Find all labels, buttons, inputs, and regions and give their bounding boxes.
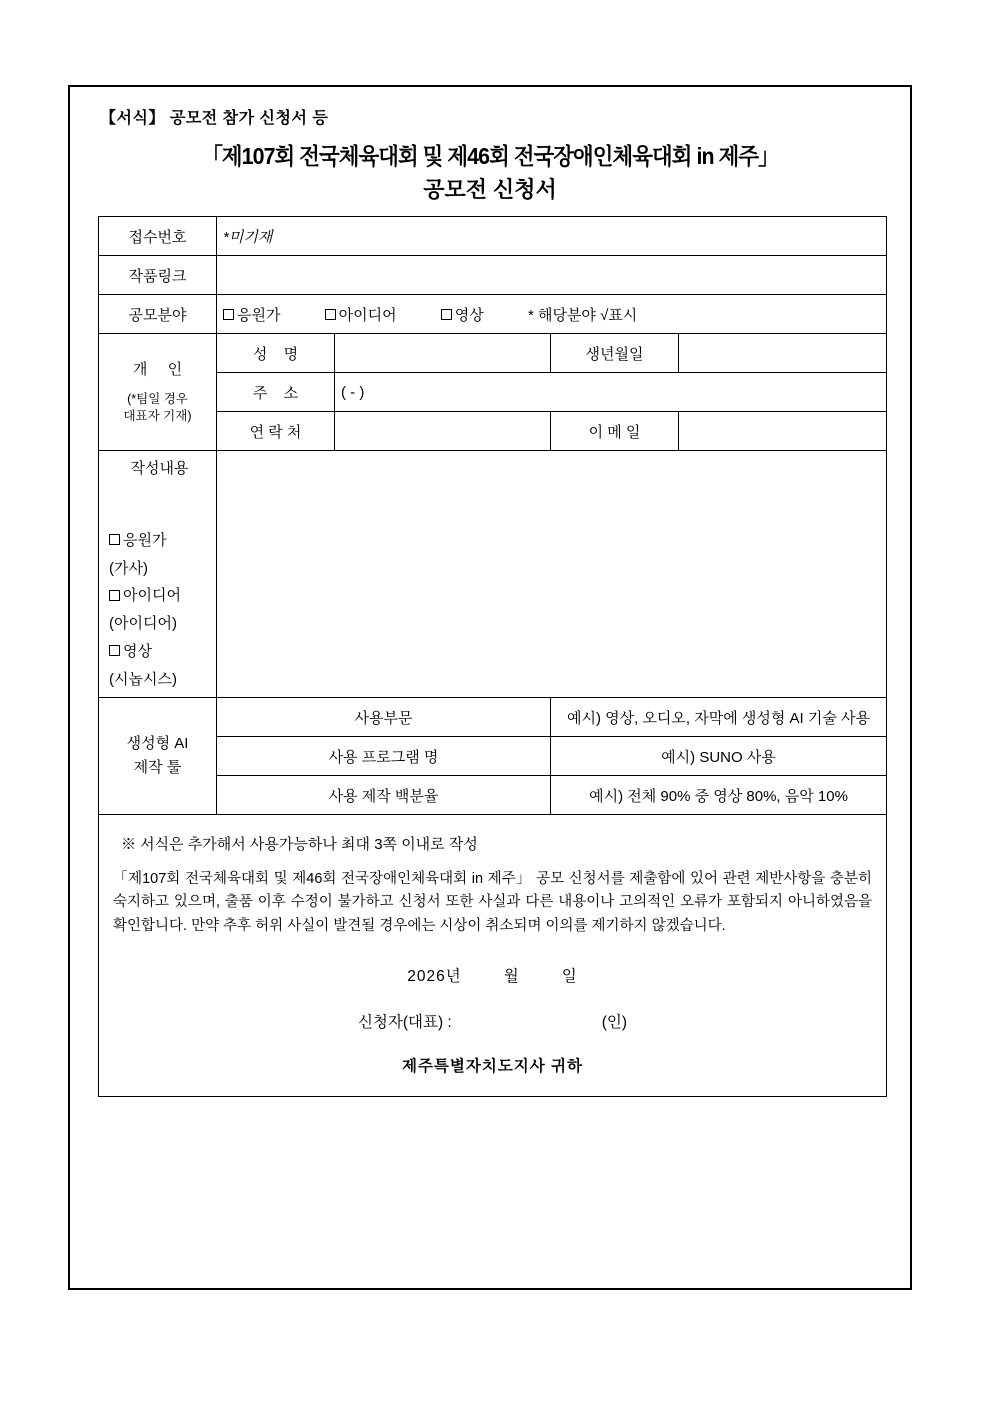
title-line-1: 「제107회 전국체육대회 및 제46회 전국장애인체육대회 in 제주」	[201, 143, 779, 169]
table-row-ai-program	[99, 737, 887, 776]
content-option-song	[109, 532, 166, 549]
ai-item-label-2: 사용 제작 백분율	[217, 776, 551, 815]
notice-paragraph: 「제107회 전국체육대회 및 제46회 전국장애인체육대회 in 제주」 공모 신청서를 제출함에 있어 관련 제반사항을 충분히 숙지하고 있으며, 출품 이후 수정이 불가하고 신청서 또한 사실과 다른 내용이나 고의적인 오류가 포함되지 아니하였음을 확인합니다. 만약 추후 허위 사실이 발견될 경우에는 시상이 취소되며 이의를 제기하지 않겠습니다.	[113, 871, 872, 934]
ai-item-value-1[interactable]: 예시) SUNO 사용	[551, 737, 887, 776]
title-line-2: 공모전 신청서	[423, 177, 557, 202]
table-row-category	[99, 295, 887, 334]
email-value[interactable]	[679, 412, 887, 451]
checkbox-icon[interactable]	[109, 645, 120, 656]
checkbox-icon[interactable]	[109, 590, 120, 601]
name-label: 성 명	[217, 334, 335, 373]
content-section-label	[99, 451, 217, 698]
table-row-contact	[99, 412, 887, 451]
notice-line-1: ※ 서식은 추가해서 사용가능하나 최대 3쪽 이내로 작성	[121, 836, 478, 854]
birth-value[interactable]	[679, 334, 887, 373]
content-option-video-label: 영상	[123, 642, 152, 660]
table-row-content	[99, 451, 887, 698]
table-row-notice	[99, 815, 887, 1097]
document-title	[98, 138, 882, 204]
form-tag: 【서식】 공모전 참가 신청서 등	[100, 110, 329, 127]
checkbox-icon[interactable]	[441, 309, 452, 320]
contact-value[interactable]	[335, 412, 551, 451]
application-form-table	[98, 216, 887, 1097]
address-value[interactable]: ( - )	[335, 373, 887, 412]
category-option-song-label: 응원가	[237, 306, 281, 324]
email-label: 이 메 일	[551, 412, 679, 451]
checkbox-icon[interactable]	[223, 309, 234, 320]
category-option-idea-label: 아이디어	[338, 306, 397, 324]
category-option-video[interactable]	[441, 307, 484, 324]
ai-item-value-0[interactable]: 예시) 영상, 오디오, 자막에 생성형 AI 기술 사용	[551, 698, 887, 737]
ai-section-label: 생성형 AI 제작 툴	[99, 698, 217, 815]
person-label-main: 개 인	[132, 360, 191, 378]
table-row-receipt	[99, 217, 887, 256]
address-label: 주 소	[217, 373, 335, 412]
person-label-sub: (*팀일 경우 대표자 기재)	[123, 392, 192, 424]
person-section-label	[99, 334, 217, 451]
checkbox-icon[interactable]	[325, 309, 336, 320]
receipt-no-label: 접수번호	[99, 217, 217, 256]
contact-label: 연 락 처	[217, 412, 335, 451]
content-option-idea	[109, 587, 181, 604]
ai-item-label-1: 사용 프로그램 명	[217, 737, 551, 776]
content-option-idea-label: 아이디어	[123, 587, 181, 605]
category-options	[217, 295, 887, 334]
organization-line: 제주특별자치도지사 귀하	[401, 1057, 583, 1075]
content-option-video-sub: (시놉시스)	[109, 670, 177, 688]
ai-item-value-2[interactable]: 예시) 전체 90% 중 영상 80%, 음악 10%	[551, 776, 887, 815]
signature-line	[113, 1010, 872, 1032]
category-option-idea[interactable]	[325, 307, 397, 324]
table-row-address	[99, 373, 887, 412]
category-label: 공모분야	[99, 295, 217, 334]
date-day: 일	[561, 967, 578, 985]
table-row-ai-usage-part	[99, 698, 887, 737]
date-month: 월	[503, 967, 520, 985]
applicant-label: 신청자(대표) :	[357, 1013, 452, 1031]
name-value[interactable]	[335, 334, 551, 373]
date-year: 2026년	[407, 967, 462, 985]
notice-section	[99, 815, 887, 1097]
content-option-video	[109, 643, 152, 660]
seal-label: (인)	[601, 1013, 628, 1031]
content-value[interactable]	[217, 451, 887, 698]
category-note: * 해당분야 √표시	[527, 306, 638, 324]
content-option-song-label: 응원가	[123, 531, 167, 549]
category-option-video-label: 영상	[454, 306, 484, 324]
table-row-name	[99, 334, 887, 373]
work-link-value[interactable]	[217, 256, 887, 295]
content-label-main: 작성내용	[130, 460, 189, 477]
document-page	[68, 85, 912, 1290]
content-option-idea-sub: (아이디어)	[109, 615, 177, 632]
work-link-label: 작품링크	[99, 256, 217, 295]
date-line	[113, 964, 872, 986]
birth-label: 생년월일	[551, 334, 679, 373]
content-option-song-sub: (가사)	[109, 559, 148, 577]
category-option-song[interactable]	[223, 307, 280, 324]
table-row-ai-percentage	[99, 776, 887, 815]
checkbox-icon[interactable]	[109, 534, 120, 545]
receipt-no-value[interactable]: *미기재	[217, 217, 887, 256]
ai-item-label-0: 사용부문	[217, 698, 551, 737]
table-row-work-link	[99, 256, 887, 295]
